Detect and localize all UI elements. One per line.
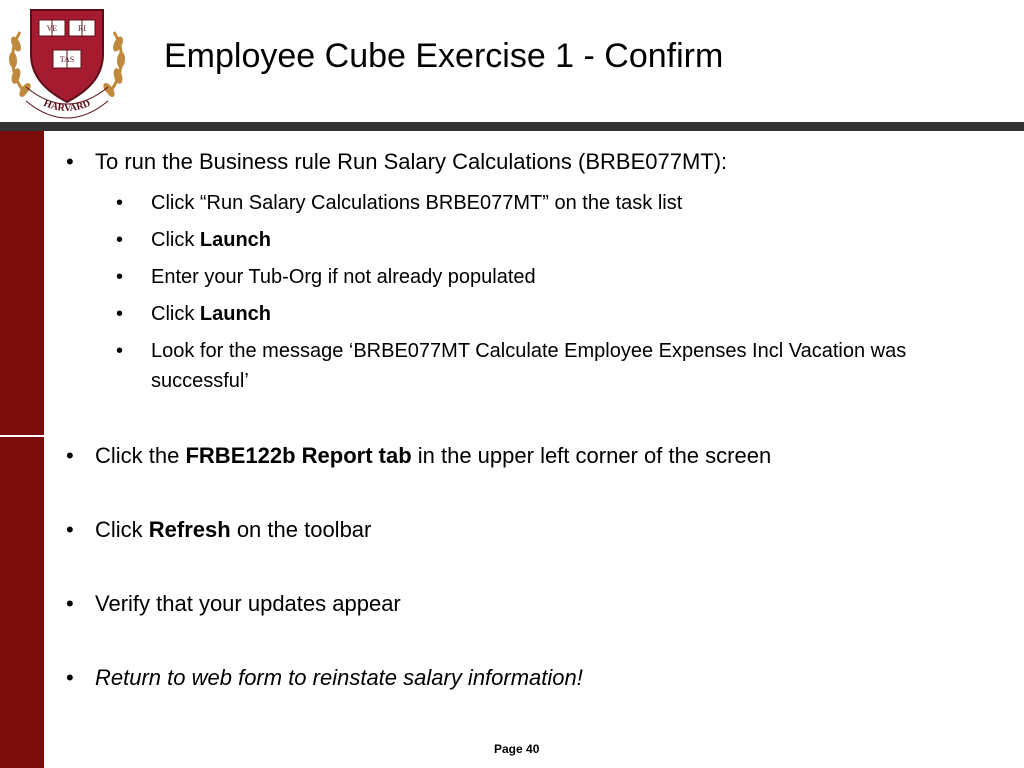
- sub-bullet-1-text: Click “Run Salary Calculations BRBE077MT” on the task list: [151, 192, 683, 214]
- sub-bullet-4-emphasis: Launch: [199, 303, 272, 325]
- bullet-dot: •: [116, 340, 124, 362]
- logo-ring-text: HARVARD: [41, 97, 93, 115]
- sub-bullet-4-prefix: Click: [151, 303, 200, 325]
- side-bar-divider: [0, 435, 44, 437]
- book-label-2: RI: [78, 24, 86, 33]
- bullet-dot: •: [66, 443, 74, 468]
- sub-bullet-2-text: [151, 225, 996, 255]
- refresh-emphasis: Refresh: [148, 517, 231, 542]
- sub-bullet-2-emphasis: Launch: [199, 229, 272, 251]
- bullet-dot: •: [116, 192, 124, 214]
- bullet-dot: •: [116, 229, 124, 251]
- refresh-prefix: Click: [95, 517, 149, 542]
- bullet-verify-text: Verify that your updates appear: [95, 591, 401, 616]
- harvard-shield-icon: [4, 2, 130, 120]
- bullet-dot: •: [116, 303, 124, 325]
- sub-bullet-2: [116, 225, 996, 255]
- bullet-report-tab-text: [95, 442, 771, 470]
- bullet-intro-text: To run the Business rule Run Salary Calculations (BRBE077MT):: [95, 149, 728, 174]
- side-accent-bar: [0, 131, 44, 768]
- sub-bullet-5-text: Look for the message ‘BRBE077MT Calculate Employee Expenses Incl Vacation was successful’: [151, 340, 907, 392]
- bullet-dot: •: [116, 266, 124, 288]
- report-emphasis: FRBE122b Report tab: [185, 443, 412, 468]
- report-suffix: in the upper left corner of the screen: [411, 443, 772, 468]
- bullet-dot: •: [66, 665, 74, 690]
- sub-bullet-2-prefix: Click: [151, 229, 200, 251]
- harvard-logo: [4, 2, 130, 120]
- sub-bullet-3: [116, 262, 996, 292]
- refresh-suffix: on the toolbar: [230, 517, 372, 542]
- page-number: Page 40: [494, 742, 540, 756]
- sub-bullet-3-text: Enter your Tub-Org if not already populated: [151, 266, 536, 288]
- report-prefix: Click the: [95, 443, 186, 468]
- sub-bullet-1: [116, 188, 996, 218]
- sub-bullet-4-text: [151, 299, 996, 329]
- bullet-dot: •: [66, 149, 74, 174]
- bullet-dot: •: [66, 517, 74, 542]
- sub-bullet-4: [116, 299, 996, 329]
- slide-title: Employee Cube Exercise 1 - Confirm: [164, 37, 724, 75]
- bullet-refresh-text: [95, 516, 371, 544]
- book-label-1: VE: [46, 24, 58, 33]
- book-label-3: TAS: [59, 55, 75, 64]
- bullet-dot: •: [66, 591, 74, 616]
- sub-bullet-5: [116, 336, 946, 396]
- bullet-return-text: Return to web form to reinstate salary information!: [95, 665, 583, 690]
- header-divider: [0, 122, 1024, 131]
